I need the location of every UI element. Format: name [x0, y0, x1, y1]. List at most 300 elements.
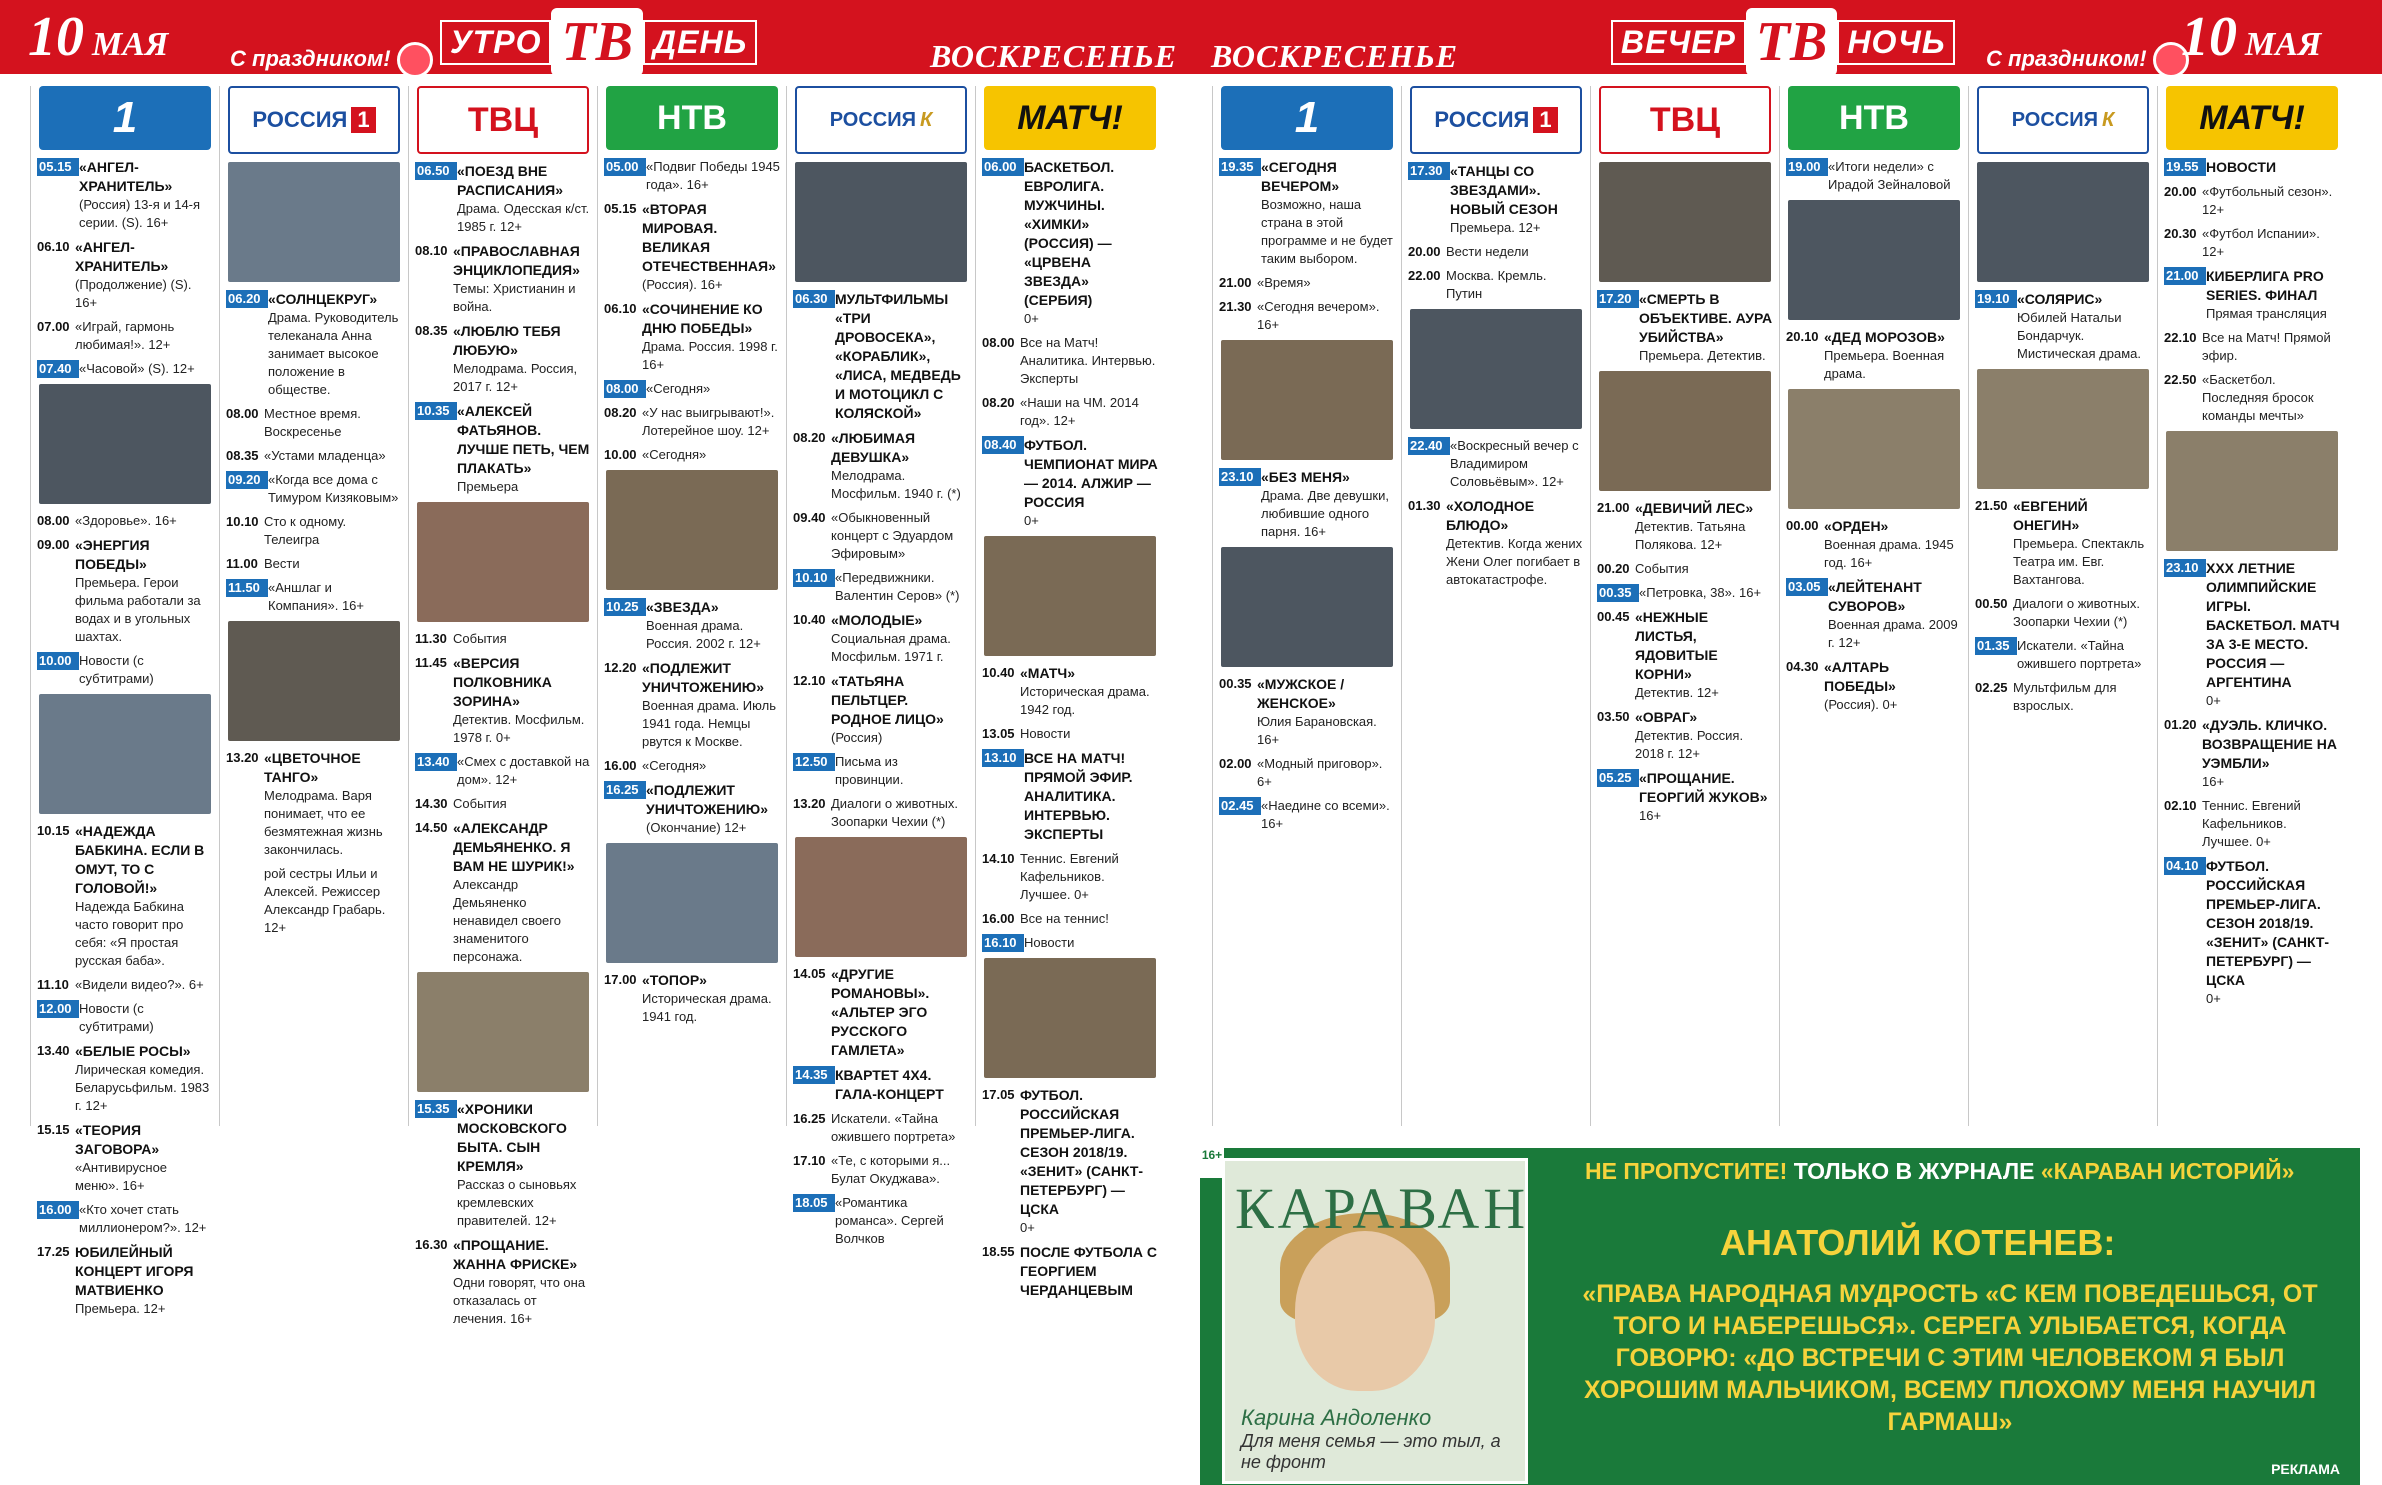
program-time: 08.35 [415, 323, 448, 338]
program-photo [1788, 200, 1960, 320]
program-description: Прямая трансляция [2206, 306, 2327, 321]
program-entry [2164, 857, 2340, 1008]
program-description: Драма. Одесская к/ст. 1985 г. 12+ [457, 201, 590, 234]
program-entry [2164, 267, 2340, 323]
ad-quote: «ПРАВА НАРОДНАЯ МУДРОСТЬ «С КЕМ ПОВЕДЕШЬСЯ, ОТ ТОГО И НАБЕРЕШЬСЯ». СЕРЕГА УЛЫБАЕТСЯ, КОГДА ГОВОРЮ: «ДО ВСТРЕЧИ С ЭТИМ ЧЕЛОВЕКОМ Я БЫЛ ХОРОШИМ МАЛЬЧИКОМ, ВСЕМУ ПЛОХОМУ МЕНЯ НАУЧИЛ ГАРМАШ» [1582, 1280, 2318, 1436]
program-entry [226, 865, 402, 937]
program-description: «Итоги недели» с Ирадой Зейналовой [1828, 159, 1951, 192]
program-time: 07.40 [37, 360, 79, 378]
channel-column [975, 86, 1164, 1298]
channel-logo: РОССИЯ К [1977, 86, 2149, 154]
program-time: 11.50 [226, 579, 268, 597]
program-photo [795, 162, 967, 282]
program-title: «ВЕРСИЯ ПОЛКОВНИКА ЗОРИНА» [453, 655, 552, 709]
program-entry [415, 1100, 591, 1230]
program-description: Премьера. 12+ [75, 1301, 166, 1316]
channel-column [1590, 86, 1779, 1126]
program-time: 12.00 [37, 1000, 79, 1018]
program-description: Историческая драма. 1941 год. [642, 991, 772, 1024]
program-entry [415, 402, 591, 496]
channel-logo: 1 [39, 86, 211, 150]
program-description: Историческая драма. 1942 год. [1020, 684, 1150, 717]
program-description: Мелодрама. Мосфильм. 1940 г. (*) [831, 468, 961, 501]
program-title: «МАТЧ» [1020, 665, 1076, 681]
program-entry [1597, 608, 1773, 702]
program-entry [982, 934, 1158, 952]
program-description: События [453, 796, 507, 811]
program-title: «ДУЭЛЬ. КЛИЧКО. ВОЗВРАЩЕНИЕ НА УЭМБЛИ» [2202, 717, 2337, 771]
program-title: ФУТБОЛ. РОССИЙСКАЯ ПРЕМЬЕР-ЛИГА. СЕЗОН 2018/19. «ЗЕНИТ» (САНКТ-ПЕТЕРБУРГ) — ЦСКА [2206, 858, 2330, 988]
cover-title: КАРАВАН [1235, 1176, 1530, 1241]
program-description: 16+ [2202, 774, 2225, 789]
program-photo [1599, 162, 1771, 282]
program-time: 20.30 [2164, 226, 2197, 241]
program-entry [1408, 162, 1584, 237]
program-title: «ПРАВОСЛАВНАЯ ЭНЦИКЛОПЕДИЯ» [453, 243, 580, 278]
program-entry [1975, 290, 2151, 363]
magazine-cover [1222, 1158, 1528, 1484]
program-title: «СОЛЯРИС» [2017, 291, 2103, 307]
program-entry [37, 512, 213, 530]
program-description: 0+ [2206, 693, 2221, 708]
program-time: 14.30 [415, 796, 448, 811]
program-title: «МОЛОДЫЕ» [831, 612, 923, 628]
program-description: 0+ [1024, 513, 1039, 528]
program-time: 08.00 [982, 335, 1015, 350]
program-time: 00.45 [1597, 609, 1630, 624]
program-description: «Баскетбол. Последняя бросок команды мечты» [2202, 372, 2314, 423]
program-time: 12.20 [604, 660, 637, 675]
program-time: 11.10 [37, 977, 69, 992]
program-entry [37, 1243, 213, 1318]
program-description: Новости [1020, 726, 1071, 741]
channel-column [2157, 86, 2346, 1126]
program-photo [795, 837, 967, 957]
program-time: 02.45 [1219, 797, 1261, 815]
program-time: 22.10 [2164, 330, 2197, 345]
program-title: «ПОДЛЕЖИТ УНИЧТОЖЕНИЮ» [646, 782, 769, 817]
program-description: Вести недели [1446, 244, 1529, 259]
program-description: «Передвижники. Валентин Серов» (*) [835, 570, 960, 603]
program-entry [1597, 769, 1773, 825]
program-entry [1219, 675, 1395, 749]
program-time: 16.25 [793, 1111, 826, 1126]
program-title: «ТОПОР» [642, 972, 707, 988]
program-description: Надежда Бабкина часто говорит про себя: «Я простая русская баба». [75, 899, 184, 968]
program-description: Вести [264, 556, 300, 571]
program-title: «ТЕОРИЯ ЗАГОВОРА» [75, 1122, 160, 1157]
program-entry [793, 1194, 969, 1248]
program-description: (Продолжение) (S). 16+ [75, 277, 192, 310]
program-description: «Футбольный сезон». 12+ [2202, 184, 2333, 217]
program-title: XXX ЛЕТНИЕ ОЛИМПИЙСКИЕ ИГРЫ. БАСКЕТБОЛ. МАТЧ ЗА 3-Е МЕСТО. РОССИЯ — АРГЕНТИНА [2206, 560, 2340, 690]
program-time: 20.00 [1408, 244, 1441, 259]
program-time: 21.00 [1219, 275, 1252, 290]
greeting-left: С праздником! [230, 42, 433, 78]
program-description: рой сестры Ильи и Алексей. Режиссер Александр Грабарь. 12+ [264, 866, 386, 935]
program-time: 01.35 [1975, 637, 2017, 655]
program-time: 20.10 [1786, 329, 1819, 344]
program-entry [1975, 637, 2151, 673]
program-time: 12.10 [793, 673, 826, 688]
program-description: 0+ [2206, 991, 2221, 1006]
program-entry [2164, 716, 2340, 791]
program-time: 16.00 [604, 758, 637, 773]
program-time: 06.10 [37, 239, 70, 254]
program-entry [604, 757, 780, 775]
program-time: 15.35 [415, 1100, 457, 1118]
channel-logo: МАТЧ! [984, 86, 1156, 150]
channel-logo: РОССИЯ 1 [1410, 86, 1582, 154]
program-entry [1597, 560, 1773, 578]
program-entry [1219, 797, 1395, 833]
program-time: 13.20 [226, 750, 259, 765]
program-entry [1219, 755, 1395, 791]
program-title: «НЕЖНЫЕ ЛИСТЬЯ, ЯДОВИТЫЕ КОРНИ» [1635, 609, 1718, 682]
program-description: (Окончание) 12+ [646, 820, 747, 835]
program-entry [982, 334, 1158, 388]
program-description: События [453, 631, 507, 646]
program-description: Темы: Христианин и война. [453, 281, 576, 314]
program-time: 23.10 [2164, 559, 2206, 577]
channel-logo: 1 [1221, 86, 1393, 150]
program-description: «Воскресный вечер с Владимиром Соловьёвым». 12+ [1450, 438, 1579, 489]
program-time: 05.00 [604, 158, 646, 176]
program-time: 11.30 [415, 631, 447, 646]
channel-column [1968, 86, 2157, 1126]
program-time: 16.25 [604, 781, 646, 799]
program-time: 14.50 [415, 820, 448, 835]
program-time: 23.10 [1219, 468, 1261, 486]
program-time: 14.05 [793, 966, 826, 981]
program-time: 16.00 [982, 911, 1015, 926]
program-time: 08.00 [37, 513, 70, 528]
program-entry [37, 1121, 213, 1195]
program-title: «СЕГОДНЯ ВЕЧЕРОМ» [1261, 159, 1340, 194]
program-description: Сто к одному. Телеигра [264, 514, 347, 547]
program-time: 09.20 [226, 471, 268, 489]
program-description: «Наедине со всеми». 16+ [1261, 798, 1390, 831]
program-description: Москва. Кремль. Путин [1446, 268, 1547, 301]
program-description: «Сегодня» [646, 381, 711, 396]
program-entry [604, 158, 780, 194]
program-entry [2164, 329, 2340, 365]
program-time: 12.50 [793, 753, 835, 771]
program-title: «ЛЕЙТЕНАНТ СУВОРОВ» [1828, 579, 1922, 614]
program-entry [37, 158, 213, 232]
program-description: «Устами младенца» [264, 448, 386, 463]
program-entry [226, 513, 402, 549]
program-entry [2164, 183, 2340, 219]
cover-name: Карина Андоленко [1241, 1405, 1432, 1430]
program-description: Искатели. «Тайна ожившего портрета» [831, 1111, 956, 1144]
program-time: 00.20 [1597, 561, 1630, 576]
program-description: «Сегодня вечером». 16+ [1257, 299, 1380, 332]
program-title: «ЦВЕТОЧНОЕ ТАНГО» [264, 750, 361, 785]
program-description: Премьера. Спектакль Театра им. Евг. Вахтангова. [2013, 536, 2145, 587]
program-entry [1786, 158, 1962, 194]
program-entry [1408, 497, 1584, 589]
date-right: 10 МАЯ [2181, 6, 2322, 68]
program-time: 21.30 [1219, 299, 1252, 314]
program-time: 08.20 [604, 405, 637, 420]
program-time: 11.45 [415, 655, 447, 670]
program-title: КВАРТЕТ 4Х4. ГАЛА-КОНЦЕРТ [835, 1067, 944, 1102]
program-description: «Обыкновенный концерт с Эдуардом Эфировым» [831, 510, 954, 561]
program-time: 10.10 [226, 514, 259, 529]
program-entry [604, 446, 780, 464]
program-description: (Россия) 13-я и 14-я серии. (S). 16+ [79, 197, 201, 230]
program-description: Военная драма. 1945 год. 16+ [1824, 537, 1954, 570]
program-title: «АНГЕЛ-ХРАНИТЕЛЬ» [75, 239, 169, 274]
program-description: Рассказ о сыновьях кремлевских правителей. 12+ [457, 1177, 577, 1228]
program-title: «ДРУГИЕ РОМАНОВЫ». «АЛЬТЕР ЭГО РУССКОГО ГАМЛЕТА» [831, 966, 930, 1058]
ad-name: АНАТОЛИЙ КОТЕНЕВ: [1720, 1222, 2116, 1263]
program-title: «ХРОНИКИ МОСКОВСКОГО БЫТА. СЫН КРЕМЛЯ» [457, 1101, 567, 1174]
program-entry [1786, 517, 1962, 572]
program-entry [793, 290, 969, 423]
program-photo [1977, 162, 2149, 282]
channel-column [408, 86, 597, 1326]
program-time: 19.35 [1219, 158, 1261, 176]
program-photo [1221, 547, 1393, 667]
program-title: «ЕВГЕНИЙ ОНЕГИН» [2013, 498, 2088, 533]
program-description: Премьера. Детектив. [1639, 348, 1766, 363]
program-entry [1786, 658, 1962, 714]
program-time: 10.40 [982, 665, 1015, 680]
program-time: 10.25 [604, 598, 646, 616]
program-entry [37, 1042, 213, 1115]
program-description: Детектив. Когда жених Жени Олег погибает в автокатастрофе. [1446, 536, 1583, 587]
program-description: Одни говорят, что она отказалась от лечения. 16+ [453, 1275, 586, 1326]
program-entry [415, 654, 591, 747]
program-time: 04.30 [1786, 659, 1819, 674]
program-description: Премьера [457, 479, 519, 494]
program-entry [982, 850, 1158, 904]
program-photo [606, 843, 778, 963]
program-title: МУЛЬТФИЛЬМЫ «ТРИ ДРОВОСЕКА», «КОРАБЛИК», «ЛИСА, МЕДВЕДЬ И МОТОЦИКЛ С КОЛЯСКОЙ» [835, 291, 961, 421]
program-title: «ТАНЦЫ СО ЗВЕЗДАМИ». НОВЫЙ СЕЗОН [1450, 163, 1558, 217]
program-title: «СМЕРТЬ В ОБЪЕКТИВЕ. АУРА УБИЙСТВА» [1639, 291, 1773, 345]
program-photo [417, 502, 589, 622]
program-description: Диалоги о животных. Зоопарки Чехии (*) [2013, 596, 2140, 629]
program-time: 17.30 [1408, 162, 1450, 180]
channel-column [786, 86, 975, 1246]
program-entry [1786, 578, 1962, 652]
program-entry [415, 162, 591, 236]
header-right [1191, 0, 2382, 74]
tv-logo-left: УТРО ТВ ДЕНЬ [440, 8, 757, 76]
program-description: Лирическая комедия. Беларусьфильм. 1983 г. 12+ [75, 1062, 210, 1113]
program-time: 02.00 [1219, 756, 1252, 771]
program-time: 02.25 [1975, 680, 2008, 695]
program-time: 14.10 [982, 851, 1015, 866]
program-entry [1975, 497, 2151, 589]
program-title: «ПРОЩАНИЕ. ЖАННА ФРИСКЕ» [453, 1237, 578, 1272]
program-entry [1975, 679, 2151, 715]
program-entry [226, 749, 402, 859]
program-photo [1977, 369, 2149, 489]
program-time: 08.40 [982, 436, 1024, 454]
program-time: 07.00 [37, 319, 70, 334]
program-entry [604, 380, 780, 398]
program-time: 00.35 [1597, 584, 1639, 602]
program-entry [793, 965, 969, 1060]
program-entry [1786, 328, 1962, 383]
program-description: Возможно, наша страна в этой программе и не будет таким выбором. [1261, 197, 1393, 266]
carnation-icon [397, 42, 433, 78]
program-description: Мелодрама. Россия, 2017 г. 12+ [453, 361, 578, 394]
program-description: «Сегодня» [642, 447, 707, 462]
program-time: 10.35 [415, 402, 457, 420]
program-photo [39, 384, 211, 504]
program-entry [2164, 371, 2340, 425]
program-description: «Петровка, 38». 16+ [1639, 585, 1762, 600]
program-description: Теннис. Евгений Кафельников. Лучшее. 0+ [2202, 798, 2301, 849]
program-title: КИБЕРЛИГА PRO SERIES. ФИНАЛ [2206, 268, 2324, 303]
program-title: «АНГЕЛ-ХРАНИТЕЛЬ» [79, 159, 173, 194]
program-time: 10.10 [793, 569, 835, 587]
program-time: 21.00 [2164, 267, 2206, 285]
program-time: 05.25 [1597, 769, 1639, 787]
program-time: 05.15 [37, 158, 79, 176]
program-time: 10.40 [793, 612, 826, 627]
program-time: 08.35 [226, 448, 259, 463]
program-entry [1219, 298, 1395, 334]
program-time: 21.00 [1597, 500, 1630, 515]
program-description: Юлия Барановская. 16+ [1257, 714, 1377, 747]
program-entry [37, 976, 213, 994]
program-description: «У нас выигрывают!». Лотерейное шоу. 12+ [642, 405, 775, 438]
program-description: «Аншлаг и Компания». 16+ [268, 580, 364, 613]
program-title: «БЕЗ МЕНЯ» [1261, 469, 1350, 485]
program-entry [793, 509, 969, 563]
program-description: «Подвиг Победы 1945 года». 16+ [646, 159, 780, 192]
program-entry [415, 795, 591, 813]
program-entry [1219, 158, 1395, 268]
program-entry [415, 753, 591, 789]
program-entry [604, 200, 780, 294]
program-title: «ЭНЕРГИЯ ПОБЕДЫ» [75, 537, 150, 572]
program-time: 19.10 [1975, 290, 2017, 308]
program-entry [1975, 595, 2151, 631]
channel-logo: ТВЦ [417, 86, 589, 154]
program-entry [37, 536, 213, 646]
program-description: Социальная драма. Мосфильм. 1971 г. [831, 631, 951, 664]
header-left [0, 0, 1191, 74]
program-time: 18.05 [793, 1194, 835, 1212]
program-entry [793, 795, 969, 831]
program-time: 15.15 [37, 1122, 70, 1137]
program-photo [984, 958, 1156, 1078]
program-description: (Россия) [831, 730, 883, 745]
program-time: 19.00 [1786, 158, 1828, 176]
program-photo [417, 972, 589, 1092]
program-description: Диалоги о животных. Зоопарки Чехии (*) [831, 796, 958, 829]
program-time: 01.20 [2164, 717, 2197, 732]
program-photo [1221, 340, 1393, 460]
program-entry [37, 822, 213, 970]
program-time: 17.25 [37, 1244, 70, 1259]
program-description: Новости [1024, 935, 1075, 950]
program-description: Драма. Россия. 1998 г. 16+ [642, 339, 778, 372]
program-time: 10.00 [37, 652, 79, 670]
program-entry [793, 611, 969, 666]
program-description: «Антивирусное меню». 16+ [75, 1160, 168, 1193]
program-time: 01.30 [1408, 498, 1441, 513]
program-photo [1410, 309, 1582, 429]
program-time: 06.20 [226, 290, 268, 308]
program-description: 0+ [1024, 311, 1039, 326]
program-entry [793, 1110, 969, 1146]
program-time: 18.55 [982, 1244, 1015, 1259]
program-entry [1597, 290, 1773, 365]
program-time: 17.00 [604, 972, 637, 987]
program-time: 06.10 [604, 301, 637, 316]
program-entry [226, 447, 402, 465]
program-title: «ПОЕЗД ВНЕ РАСПИСАНИЯ» [457, 163, 563, 198]
program-time: 08.20 [982, 395, 1015, 410]
greeting-right: С праздником! [1986, 42, 2189, 78]
program-time: 19.55 [2164, 158, 2206, 176]
program-time: 20.00 [2164, 184, 2197, 199]
program-entry [793, 1066, 969, 1104]
program-description: «Смех с доставкой на дом». 12+ [457, 754, 590, 787]
program-description: Военная драма. 2009 г. 12+ [1828, 617, 1958, 650]
program-entry [982, 910, 1158, 928]
program-title: «ПРОЩАНИЕ. ГЕОРГИЙ ЖУКОВ» [1639, 770, 1768, 805]
program-time: 03.05 [1786, 578, 1828, 596]
program-title: «ОВРАГ» [1635, 709, 1698, 725]
program-title: «ДЕВИЧИЙ ЛЕС» [1635, 500, 1754, 516]
program-title: «НАДЕЖДА БАБКИНА. ЕСЛИ В ОМУТ, ТО С ГОЛОВОЙ!» [75, 823, 205, 896]
program-title: ПОСЛЕ ФУТБОЛА С ГЕОРГИЕМ ЧЕРДАНЦЕВЫМ [1020, 1244, 1157, 1298]
program-time: 03.50 [1597, 709, 1630, 724]
program-entry [37, 318, 213, 354]
program-title: ЮБИЛЕЙНЫЙ КОНЦЕРТ ИГОРЯ МАТВИЕНКО [75, 1244, 194, 1298]
program-description: Детектив. Татьяна Полякова. 12+ [1635, 519, 1746, 552]
program-photo [984, 536, 1156, 656]
program-description: Мультфильм для взрослых. [2013, 680, 2117, 713]
program-description: «Наши на ЧМ. 2014 год». 12+ [1020, 395, 1139, 428]
program-time: 17.20 [1597, 290, 1639, 308]
program-entry [1408, 437, 1584, 491]
program-time: 08.20 [793, 430, 826, 445]
program-entry [1408, 243, 1584, 261]
program-description: Новости (с субтитрами) [79, 1001, 154, 1034]
program-description: «Модный приговор». 6+ [1257, 756, 1383, 789]
program-entry [793, 569, 969, 605]
channel-column [30, 86, 219, 1316]
program-time: 08.00 [226, 406, 259, 421]
program-title: НОВОСТИ [2206, 159, 2277, 175]
program-title: «ЛЮБИМАЯ ДЕВУШКА» [831, 430, 916, 465]
program-description: «Сегодня» [642, 758, 707, 773]
channel-logo: РОССИЯ К [795, 86, 967, 154]
program-time: 06.00 [982, 158, 1024, 176]
program-entry [415, 630, 591, 648]
program-description: Детектив. Россия. 2018 г. 12+ [1635, 728, 1744, 761]
program-photo [228, 162, 400, 282]
program-entry [226, 555, 402, 573]
program-description: Детектив. Мосфильм. 1978 г. 0+ [453, 712, 585, 745]
program-title: «ТАТЬЯНА ПЕЛЬТЦЕР. РОДНОЕ ЛИЦО» [831, 673, 944, 727]
channel-logo: МАТЧ! [2166, 86, 2338, 150]
program-entry [1597, 708, 1773, 763]
tv-logo-right: ВЕЧЕР ТВ НОЧЬ [1611, 8, 1955, 76]
cover-subtitle: Для меня семья — это тыл, а не фронт [1241, 1431, 1501, 1472]
program-time: 08.00 [604, 380, 646, 398]
